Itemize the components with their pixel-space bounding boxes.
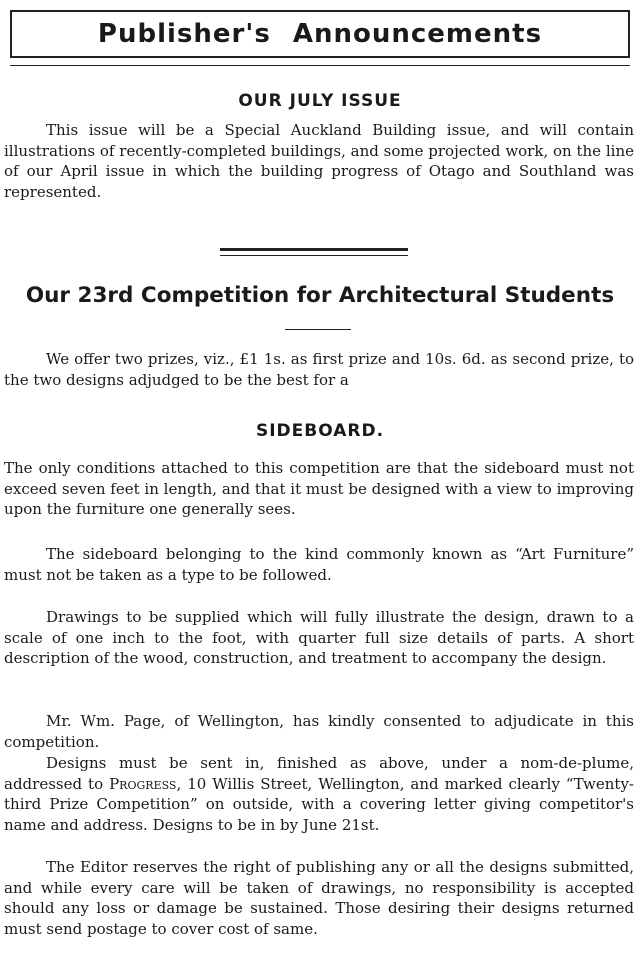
july-issue-heading: OUR JULY ISSUE — [238, 91, 402, 111]
drawings-paragraph: Drawings to be supplied which will fully illustrate the design, drawn to a scale of one inch to the foot, with quarter full size details of parts. A short description of the wood, construction, and treatment to accompany the design. — [4, 608, 634, 668]
july-issue-body: This issue will be a Special Auckland Building issue, and will contain illustrations of recently-completed buildings, and some projected work, on the line of our April issue in which the building progress of Otago and Southland was represented. — [4, 121, 634, 201]
submission-paragraph — [4, 753, 634, 835]
submission-text-a: Designs must be sent in, finished as above, under a nom-de-plume, addressed to — [4, 754, 634, 793]
editor-paragraph: The Editor reserves the right of publishing any or all the designs submitted, and while every care will be taken of drawings, no responsibility is accepted should any loss or damage be sustained. Those desiring their designs returned must send postage to cover cost of same. — [4, 858, 634, 938]
adjudicator-paragraph: Mr. Wm. Page, of Wellington, has kindly consented to adjudicate in this competition. — [4, 712, 634, 751]
double-rule-top — [220, 248, 408, 251]
submission-text-b: , 10 Willis Street, Wellington, and marked clearly “Twenty-third Prize Competition” on outside, with a covering letter giving competitor's name and address. Designs to be in by June 21st. — [4, 774, 634, 834]
sideboard-heading: SIDEBOARD. — [255, 421, 385, 441]
short-divider — [285, 329, 351, 330]
progress-journal-name: Progress — [109, 774, 177, 793]
section-divider — [10, 65, 630, 66]
competition-intro: We offer two prizes, viz., £1 1s. as first prize and 10s. 6d. as second prize, to the two designs adjudged to be the best for a — [4, 350, 634, 389]
double-rule-bottom — [220, 255, 408, 256]
masthead-title: Publisher's Announcements — [10, 10, 630, 58]
art-furniture-paragraph: The sideboard belonging to the kind commonly known as “Art Furniture” must not be taken as a type to be followed. — [4, 545, 634, 584]
competition-title: Our 23rd Competition for Architectural Students — [25, 283, 615, 308]
conditions-paragraph: The only conditions attached to this competition are that the sideboard must not exceed seven feet in length, and that it must be designed with a view to improving upon the furniture one generally sees. — [4, 459, 634, 519]
